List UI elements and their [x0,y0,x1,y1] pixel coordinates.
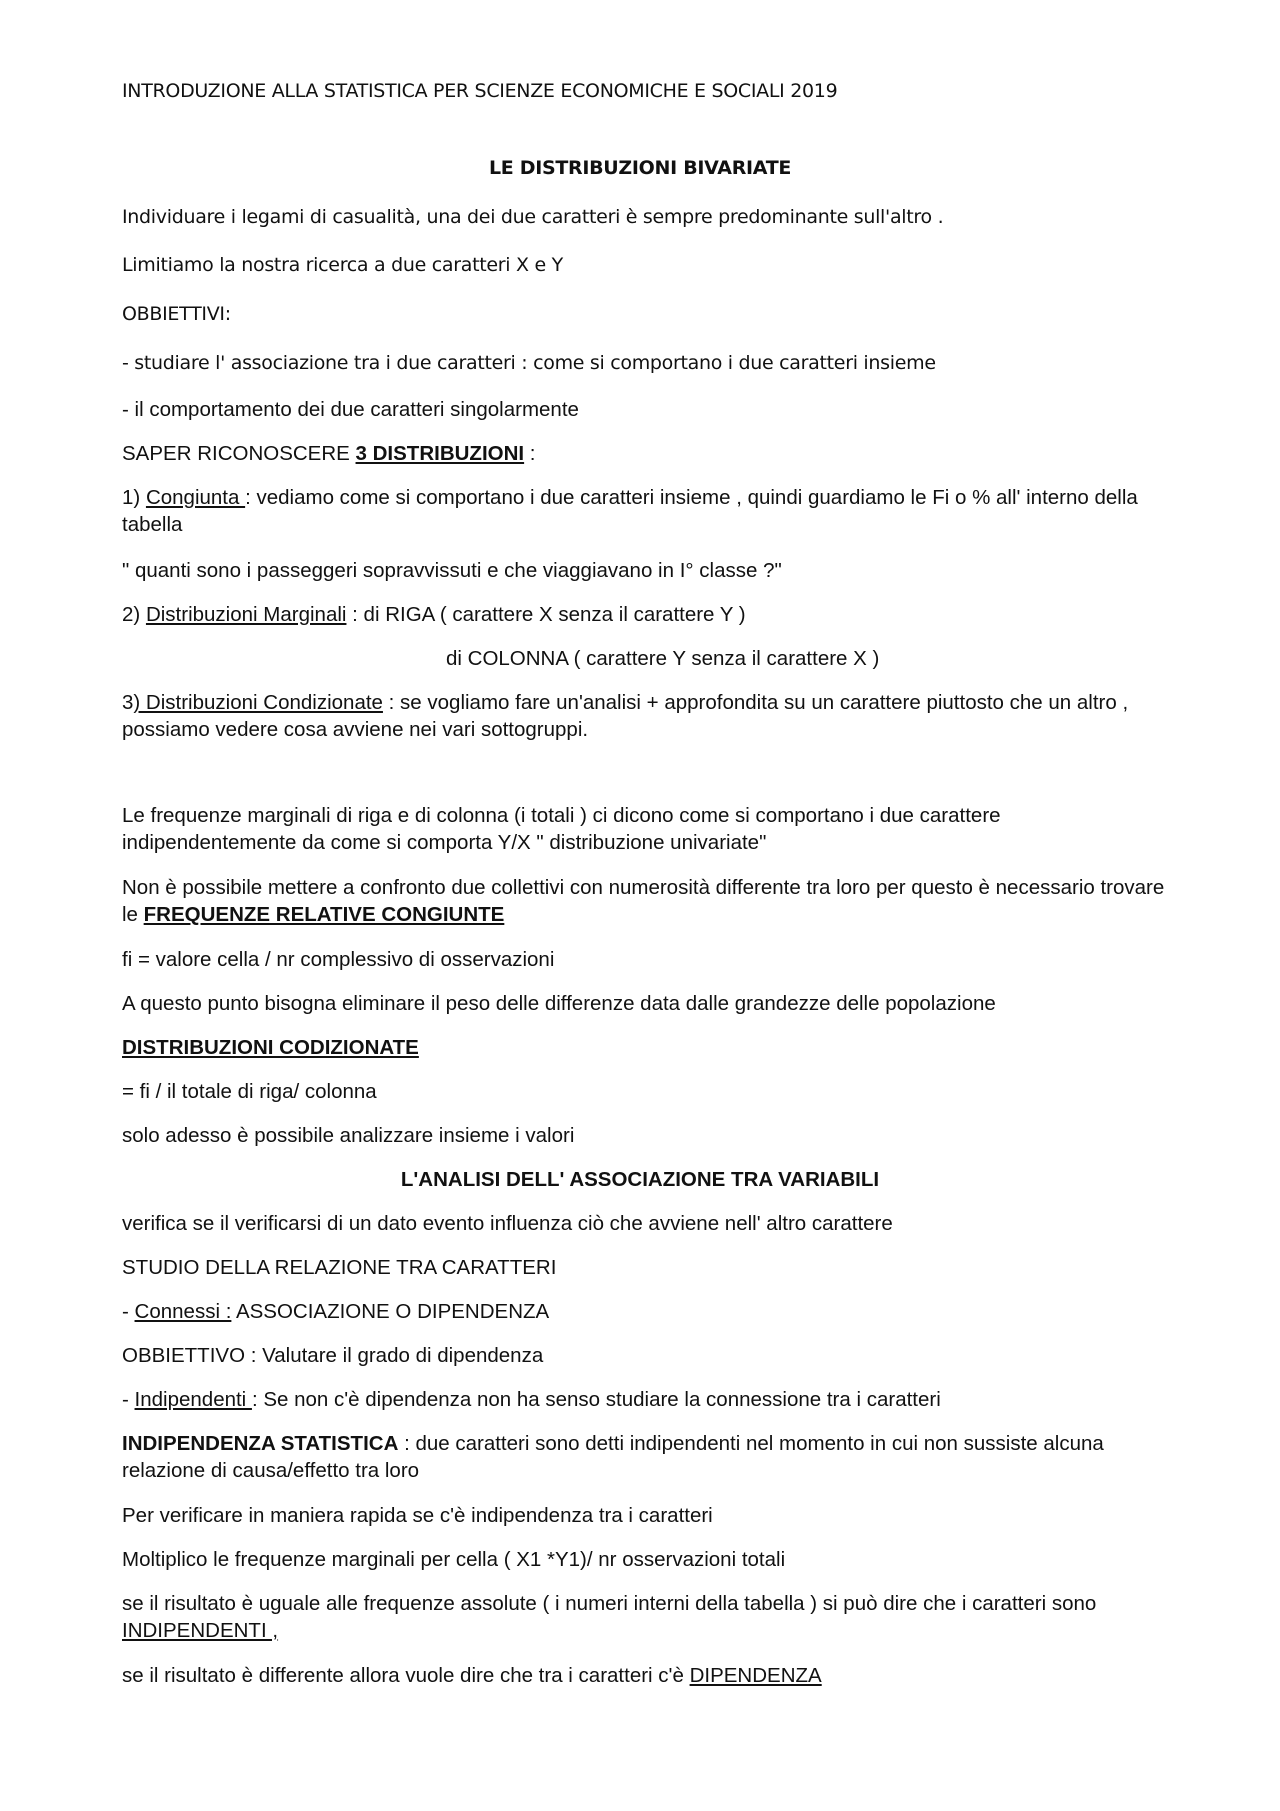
paragraph-verifica: verifica se il verificarsi di un dato evento influenza ciò che avviene nell' altro carattere [122,1212,893,1235]
objective-associazione: - studiare l' associazione tra i due caratteri : come si comportano i due caratteri insieme [122,352,936,374]
item-congiunta [122,484,1172,538]
item-marginali [122,601,746,628]
item-text: : se vogliamo fare un'analisi + approfondita su un carattere piuttosto che un altro , possiamo vedere cosa avviene nei vari sottogruppi. [122,691,1129,741]
item-number: 3 [122,691,134,714]
term-indipendenti-result: INDIPENDENTI , [122,1619,279,1642]
paragraph-analizzare: solo adesso è possibile analizzare insieme i valori [122,1124,575,1147]
saper-pre: SAPER RICONOSCERE [122,442,356,465]
saper-riconoscere-line [122,440,536,467]
item-number: 2) [122,603,146,626]
indipendenza-text: : due caratteri sono detti indipendenti nel momento in cui non sussiste alcuna relazione di causa/effetto tra loro [122,1432,1104,1482]
paragraph-moltiplico: Moltiplico le frequenze marginali per cella ( X1 *Y1)/ nr osservazioni totali [122,1548,786,1571]
quote-passeggeri: " quanti sono i passeggeri sopravvissuti e che viaggiavano in I° classe ?" [122,559,782,582]
term-indipendenti: Indipendenti [134,1388,252,1411]
formula-condizionata: = fi / il totale di riga/ colonna [122,1080,377,1103]
heading-analisi-associazione: L'ANALISI DELL' ASSOCIAZIONE TRA VARIABILI [400,1168,880,1191]
differente-text: se il risultato è differente allora vuole dire che tra i caratteri c'è [122,1664,690,1687]
paragraph-frequenze-marginali: Le frequenze marginali di riga e di colonna (i totali ) ci dicono come si comportano i due carattere indipendentemente da come si comporta Y/X " distribuzione univariate" [122,804,1001,854]
term-indipendenza-statistica: INDIPENDENZA STATISTICA [122,1432,399,1455]
item-dash: - [122,1300,135,1323]
item-dash: - [122,1388,135,1411]
paragraph-studio-relazione: STUDIO DELLA RELAZIONE TRA CARATTERI [122,1256,557,1279]
item-condizionate [122,689,1172,743]
formula-fi: fi = valore cella / nr complessivo di osservazioni [122,948,555,971]
frequenze-relative-congiunte: FREQUENZE RELATIVE CONGIUNTE [143,903,505,926]
item-text: : di RIGA ( carattere X senza il carattere Y ) [346,603,746,626]
term-distribuzioni-condizionate: ) Distribuzioni Condizionate [133,691,383,714]
paragraph-limitiamo: Limitiamo la nostra ricerca a due caratteri X e Y [122,254,563,276]
paragraph-indipendenza-statistica [122,1430,1172,1484]
paragraph-risultato-uguale [122,1590,1172,1644]
document-header: INTRODUZIONE ALLA STATISTICA PER SCIENZE ECONOMICHE E SOCIALI 2019 [122,80,838,102]
paragraph-verificare-rapida: Per verificare in maniera rapida se c'è indipendenza tra i caratteri [122,1504,713,1527]
uguale-text: se il risultato è uguale alle frequenze assolute ( i numeri interni della tabella ) si può dire che i caratteri sono [122,1592,1097,1615]
page-title: LE DISTRIBUZIONI BIVARIATE [488,157,792,179]
heading-obbiettivi: OBBIETTIVI: [122,303,231,325]
tre-distribuzioni: 3 DISTRIBUZIONI [355,442,525,465]
term-distribuzioni-marginali: Distribuzioni Marginali [145,603,347,626]
item-text: ASSOCIAZIONE O DIPENDENZA [231,1300,550,1323]
term-dipendenza: DIPENDENZA [689,1664,822,1687]
saper-post: : [524,442,536,465]
term-connessi: Connessi : [134,1300,232,1323]
item-connessi [122,1298,549,1325]
confronto-text: Non è possibile mettere a confronto due collettivi con numerosità differente tra loro per questo è necessario trovare le [122,876,1165,926]
heading-distribuzioni-condizionate: DISTRIBUZIONI CODIZIONATE [122,1036,419,1059]
paragraph-peso: A questo punto bisogna eliminare il peso delle differenze data dalle grandezze delle popolazione [122,992,996,1015]
item-marginali-colonna: di COLONNA ( carattere Y senza il carattere X ) [446,647,880,670]
objective-singolarmente: - il comportamento dei due caratteri singolarmente [122,398,579,421]
item-number: 1) [122,486,146,509]
paragraph-legami: Individuare i legami di casualità, una dei due caratteri è sempre predominante sull'altro . [122,206,944,228]
item-text: : vediamo come si comportano i due caratteri insieme , quindi guardiamo le Fi o % all' interno della tabella [122,486,1138,536]
term-congiunta: Congiunta [145,486,246,509]
item-indipendenti [122,1386,941,1413]
paragraph-obbiettivo: OBBIETTIVO : Valutare il grado di dipendenza [122,1344,544,1367]
item-text: : Se non c'è dipendenza non ha senso studiare la connessione tra i caratteri [251,1388,941,1411]
paragraph-risultato-differente [122,1662,822,1689]
paragraph-confronto [122,874,1172,928]
